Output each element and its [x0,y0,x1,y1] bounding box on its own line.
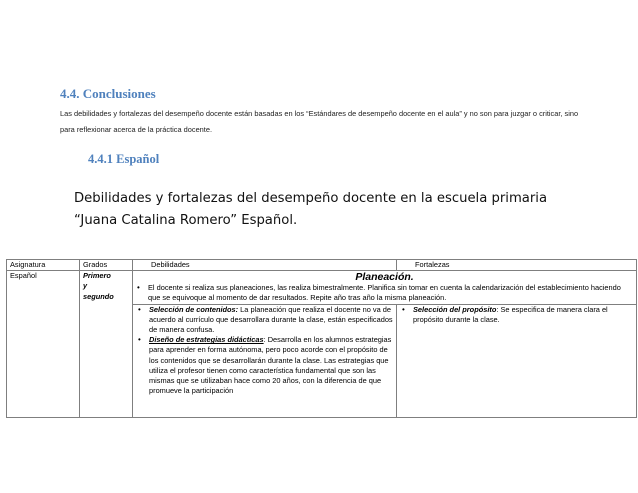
document-title [74,188,574,232]
document-title-line-1: Debilidades y fortalezas del desempeño docente en la escuela primaria [74,191,548,206]
cell-debilidades [133,304,397,417]
header-asignatura: Asignatura [7,260,80,271]
table-header-row [7,260,637,271]
subsection-title: Español [116,152,160,166]
header-grados: Grados [80,260,133,271]
item-lead: Selección del propósito [413,304,497,314]
item-text: : Desarrolla en los alumnos estrategias para aprender en forma autónoma, pero poco acorde con el propósito de los contenidos que se desarrollarán durante la clase. Las estrategias que utiliza el profesor tienen como característica fundamental que son las mismas que se utilizaban hace como 20 años, con la diferencia de que promueve la participación [149,335,392,396]
fortalezas-list [400,305,633,325]
list-item [149,305,393,336]
grade-line-3: segundo [83,291,114,301]
section-number: 4.4. [60,86,80,101]
item-text: La planeación que realiza el docente no va de acuerdo al currículo que desarrollara durante la clase, están especificados de manera confusa. [149,304,393,335]
cell-fortalezas [397,304,637,417]
section-heading [60,86,156,102]
debilidades-list [136,305,393,397]
list-item: • El docente si realiza sus planeaciones, las realiza bimestralmente. Planifica sin tomar en cuenta la calendarización del establecimiento haciendo que se equivoque al momento de dar resultados. Repite año tras año la misma planeación. [148,283,633,303]
item-lead: Diseño de estrategias didácticas [149,335,264,345]
list-item [413,305,633,325]
category-title: Planeación. [355,271,414,284]
item-lead: Selección de contenidos: [149,304,239,314]
planeacion-list [136,283,633,303]
list-item [149,335,393,396]
evaluation-table [6,259,637,418]
cell-planeacion [133,271,637,304]
intro-paragraph: Las debilidades y fortalezas del desempeño docente están basadas en los “Estándares de desempeño docente en el aula” y no son para juzgar o criticar, sino para reflexionar acerca de la práctica docente. [60,109,579,134]
header-debilidades: Debilidades [133,260,397,271]
document-title-line-2: “Juana Catalina Romero” Español. [74,213,298,228]
header-fortalezas: Fortalezas [397,260,637,271]
subsection-number: 4.4.1 [88,152,113,166]
subsection-heading [88,152,159,167]
cell-asignatura: Español [7,271,80,417]
cell-grados [80,271,133,417]
table-row [7,271,637,304]
grade-line-1: Primero [83,271,111,281]
grade-line-2: y [83,281,88,291]
item-text: : Se especifica de manera clara el propósito durante la clase. [413,304,608,324]
section-title: Conclusiones [82,86,156,101]
